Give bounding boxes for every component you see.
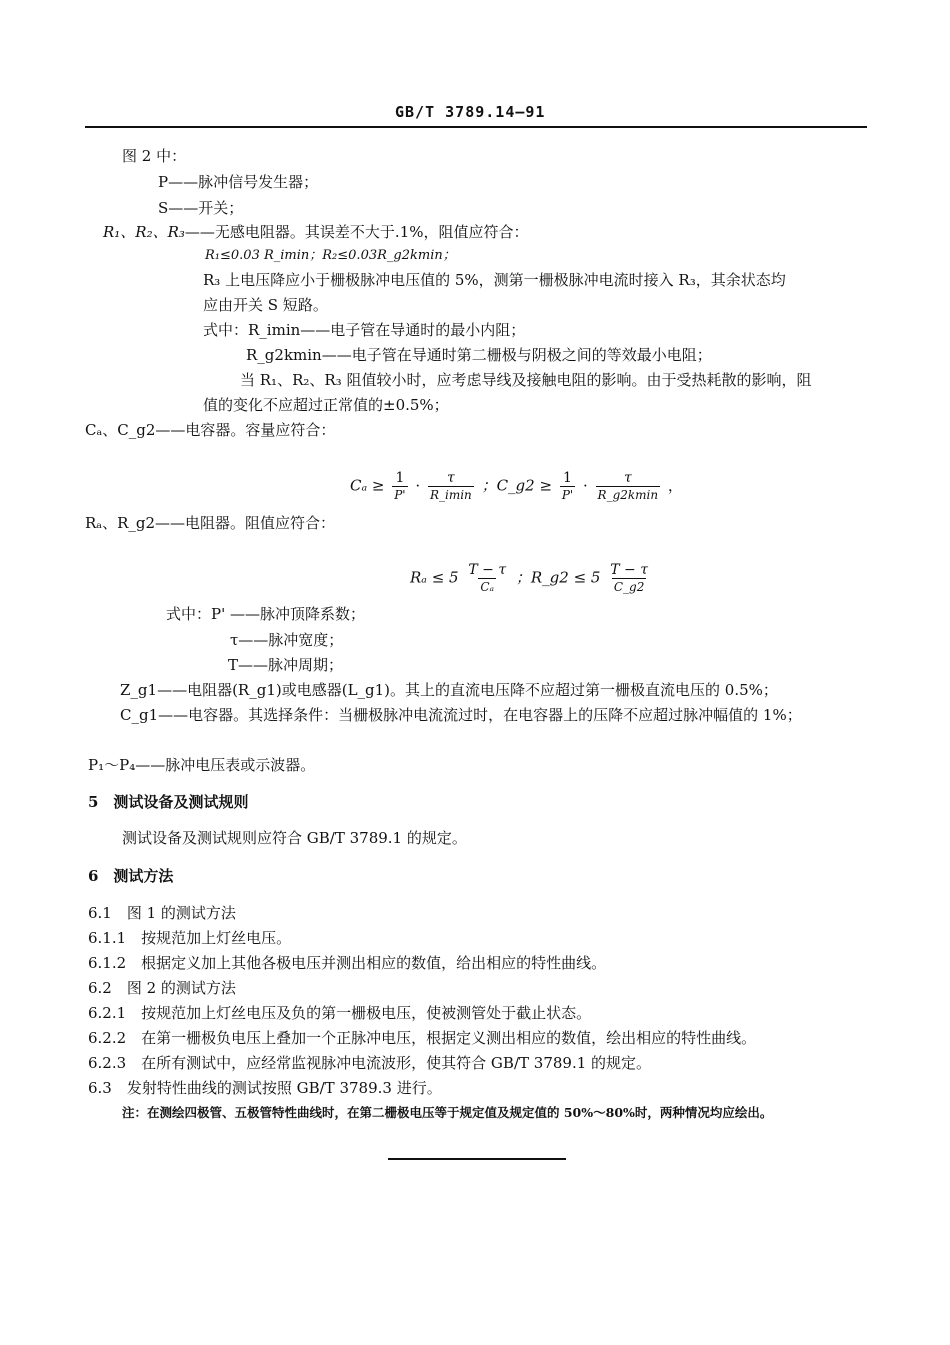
denominator: C_g2 bbox=[613, 580, 645, 594]
item-6-2-1: 6.2.1 按规范加上灯丝电压及负的第一栅极电压，使被测管处于截止状态。 bbox=[88, 1004, 592, 1022]
section-6-title: 6 测试方法 bbox=[88, 867, 174, 885]
numerator: T − τ bbox=[610, 562, 648, 578]
numerator: 1 bbox=[563, 470, 572, 486]
formula-capacitance bbox=[350, 470, 683, 503]
denominator: R_imin bbox=[429, 488, 472, 502]
fraction-tau-over-rimin bbox=[428, 470, 474, 503]
shizhong-p: 式中：P' ——脉冲顶降系数； bbox=[166, 605, 365, 623]
zg1-definition: Z_g1——电阻器(R_g1)或电感器(L_g1)。其上的直流电压降不应超过第一栅极直流电压的 0.5%； bbox=[120, 681, 778, 699]
dot-operator: · bbox=[582, 476, 588, 495]
tau-definition: τ——脉冲宽度； bbox=[230, 631, 344, 649]
p14-definition: P₁～P₄——脉冲电压表或示波器。 bbox=[88, 756, 316, 774]
formula-resistance bbox=[410, 562, 653, 595]
r-condition: R₁≤0.03 R_imin；R₂≤0.03R_g2kmin； bbox=[205, 248, 456, 263]
legend-s: S——开关； bbox=[158, 199, 244, 217]
end-rule bbox=[388, 1158, 566, 1160]
fraction-1-over-p bbox=[392, 470, 407, 503]
fraction-tau-over-rg2kmin bbox=[596, 470, 661, 503]
numerator: τ bbox=[446, 470, 455, 486]
denominator: P' bbox=[394, 488, 406, 502]
legend-p: P——脉冲信号发生器； bbox=[158, 173, 319, 191]
r123-description: ——无感电阻器。其误差不大于.1%，阻值应符合： bbox=[184, 223, 529, 241]
r123-symbol: R₁、R₂、R₃ bbox=[103, 223, 185, 241]
ca-term: Cₐ ≥ bbox=[350, 476, 385, 495]
numerator: 1 bbox=[395, 470, 405, 486]
item-6-1-1: 6.1.1 按规范加上灯丝电压。 bbox=[88, 929, 292, 947]
cg1-definition: C_g1——电容器。其选择条件：当栅极脉冲电流流过时，在电容器上的压降不应超过脉冲幅值的 1%； bbox=[120, 706, 802, 724]
section-5-title: 5 测试设备及测试规则 bbox=[88, 793, 249, 811]
item-6-1-2: 6.1.2 根据定义加上其他各极电压并测出相应的数值，给出相应的特性曲线。 bbox=[88, 954, 607, 972]
item-6-2-3: 6.2.3 在所有测试中，应经常监视脉冲电流波形，使其符合 GB/T 3789.1 的规定。 bbox=[88, 1054, 652, 1072]
denominator: P' bbox=[561, 488, 574, 502]
r3-line2: 应由开关 S 短路。 bbox=[203, 296, 328, 314]
formula-end: ， bbox=[667, 476, 683, 495]
dot-operator: · bbox=[415, 476, 421, 495]
denominator: Cₐ bbox=[480, 580, 495, 594]
note: 注：在测绘四极管、五极管特性曲线时，在第二栅极电压等于规定值及规定值的 50%～80%时，两种情况均应绘出。 bbox=[122, 1105, 773, 1120]
section-5-body: 测试设备及测试规则应符合 GB/T 3789.1 的规定。 bbox=[122, 829, 467, 847]
item-6-2: 6.2 图 2 的测试方法 bbox=[88, 979, 236, 997]
numerator: τ bbox=[623, 470, 632, 486]
numerator: T − τ bbox=[468, 562, 507, 578]
shizhong-rimin: 式中：R_imin——电子管在导通时的最小内阻； bbox=[203, 321, 526, 339]
header-rule bbox=[85, 126, 867, 128]
legend-r123 bbox=[103, 222, 529, 242]
dang-line2: 值的变化不应超过正常值的±0.5%； bbox=[203, 396, 449, 414]
cg2-term: ；C_g2 ≥ bbox=[481, 476, 553, 495]
r3-line1: R₃ 上电压降应小于栅极脉冲电压值的 5%，测第一栅极脉冲电流时接入 R₃，其余状态均 bbox=[203, 271, 786, 289]
ra-term: Rₐ ≤ 5 bbox=[410, 568, 459, 587]
capacitor-line: Cₐ、C_g2——电容器。容量应符合： bbox=[85, 421, 336, 439]
resistor-line: Rₐ、R_g2——电阻器。阻值应符合： bbox=[85, 514, 336, 532]
fraction-1-over-p-2 bbox=[560, 470, 575, 503]
legend-title: 图 2 中： bbox=[122, 147, 187, 165]
fraction-t-tau-over-ca bbox=[466, 562, 508, 595]
dang-line1: 当 R₁、R₂、R₃ 阻值较小时，应考虑导线及接触电阻的影响。由于受热耗散的影响，阻 bbox=[240, 371, 812, 389]
shizhong-rg2kmin: R_g2kmin——电子管在导通时第二栅极与阴极之间的等效最小电阻； bbox=[246, 346, 712, 364]
standard-number: GB/T 3789.14—91 bbox=[395, 103, 546, 121]
item-6-1: 6.1 图 1 的测试方法 bbox=[88, 904, 236, 922]
fraction-t-tau-over-cg2 bbox=[608, 562, 650, 595]
item-6-2-2: 6.2.2 在第一栅极负电压上叠加一个正脉冲电压，根据定义测出相应的数值，绘出相应的特性曲线。 bbox=[88, 1029, 757, 1047]
item-6-3: 6.3 发射特性曲线的测试按照 GB/T 3789.3 进行。 bbox=[88, 1079, 442, 1097]
t-definition: T——脉冲周期； bbox=[228, 656, 344, 674]
rg2-term: ；R_g2 ≤ 5 bbox=[515, 568, 601, 587]
denominator: R_g2kmin bbox=[597, 488, 659, 502]
